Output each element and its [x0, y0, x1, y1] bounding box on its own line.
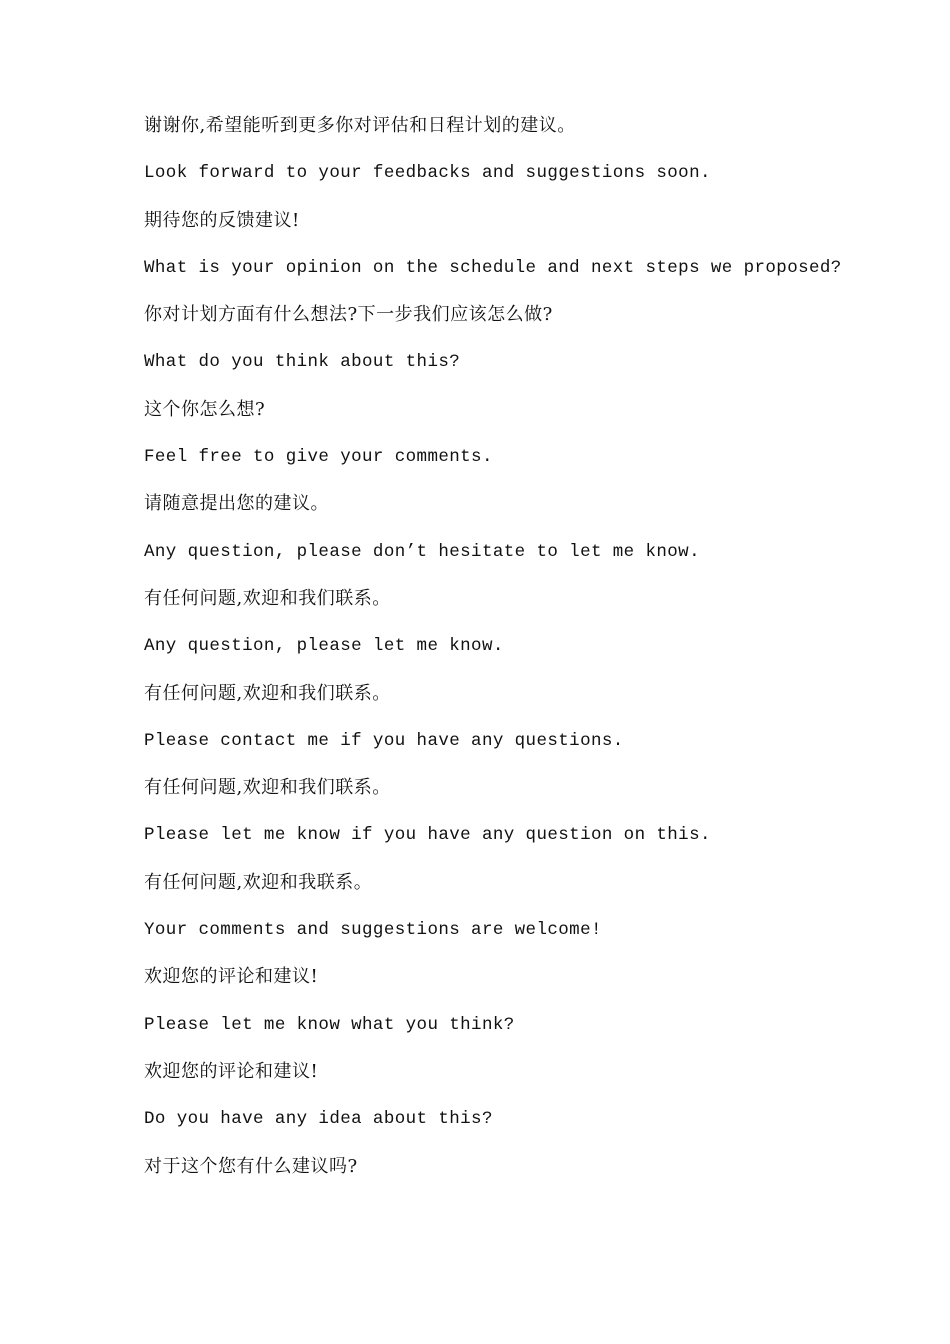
- phrase-line: 有任何问题,欢迎和我们联系。: [144, 587, 391, 609]
- phrase-line: Feel free to give your comments.: [144, 447, 493, 468]
- phrase-line: Your comments and suggestions are welcome!: [144, 920, 602, 941]
- phrase-line: Please contact me if you have any questions.: [144, 730, 624, 751]
- phrase-line: 欢迎您的评论和建议!: [144, 966, 319, 988]
- phrase-line: 谢谢你,希望能听到更多你对评估和日程计划的建议。: [144, 115, 576, 136]
- phrase-line: Please let me know if you have any question on this.: [144, 825, 711, 846]
- phrase-line: Look forward to your feedbacks and suggestions soon.: [144, 163, 711, 184]
- phrase-line: 期待您的反馈建议!: [144, 209, 300, 231]
- phrase-line: What is your opinion on the schedule and next steps we proposed?: [144, 257, 842, 278]
- phrase-list: [144, 108, 924, 1196]
- phrase-line: Any question, please don’t hesitate to let me know.: [144, 541, 700, 562]
- phrase-line: Please let me know what you think?: [144, 1014, 515, 1035]
- phrase-line: 这个你怎么想?: [144, 398, 266, 420]
- phrase-line: Any question, please let me know.: [144, 636, 504, 657]
- phrase-line: 对于这个您有什么建议吗?: [144, 1155, 358, 1177]
- phrase-line: 有任何问题,欢迎和我们联系。: [144, 682, 391, 704]
- phrase-line: 有任何问题,欢迎和我联系。: [144, 871, 373, 893]
- phrase-line: 欢迎您的评论和建议!: [144, 1060, 319, 1082]
- phrase-line: What do you think about this?: [144, 352, 461, 373]
- phrase-line: 有任何问题,欢迎和我们联系。: [144, 777, 391, 799]
- phrase-line: Do you have any idea about this?: [144, 1109, 493, 1130]
- phrase-line: 你对计划方面有什么想法?下一步我们应该怎么做?: [144, 304, 553, 326]
- phrase-line: 请随意提出您的建议。: [144, 493, 329, 515]
